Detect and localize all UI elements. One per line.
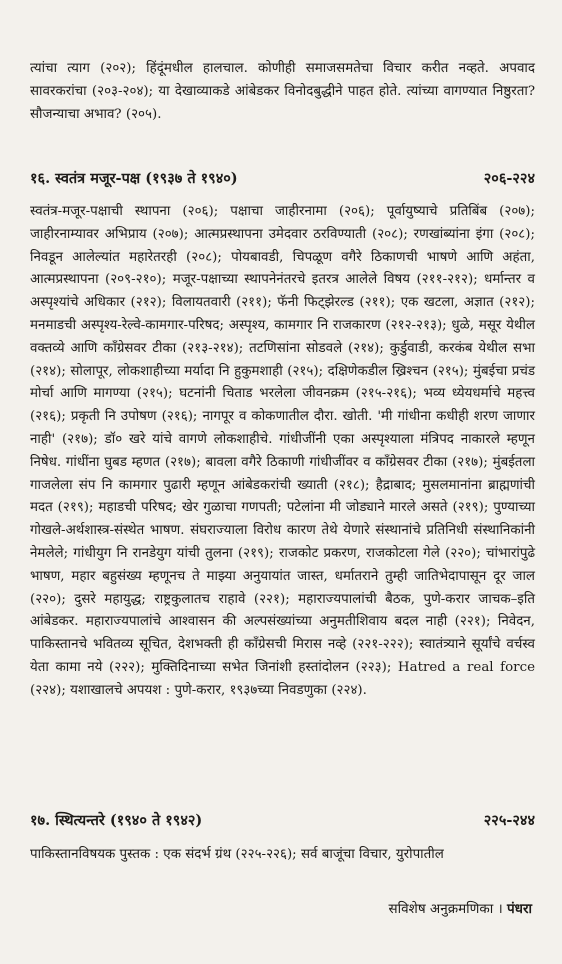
- footer-label: सविशेष अनुक्रमणिका ।: [388, 901, 507, 917]
- intro-paragraph: त्यांचा त्याग (२०२); हिंदूंमधील हालचाल. कोणीही समाजसमतेचा विचार करीत नव्हते. अपवाद सावरकरांचा (२०३-२०४); या देखाव्याकडे आंबेडकर विनोदबुद्धीने पाहत होते. त्यांच्या वागण्यात निष्ठुरता? सौजन्याचा अभाव? (२०५).: [30, 61, 535, 122]
- page-footer: [389, 899, 532, 917]
- chapter-16-body: स्वतंत्र-मजूर-पक्षाची स्थापना (२०६); पक्षाचा जाहीरनामा (२०६); पूर्वायुष्याचे प्रतिबिंब (२०७); जाहीरनाम्यावर अभिप्राय (२०७); आत्मप्रस्थापना उमेदवार ठरविण्याती (२०८); रणखांब्यांना इंगा (२०८); निवडून आलेल्यांत महारेतरही (२०८); पोयबावडी, चिपळूण वगैरे ठिकाणची भाषणे आणि अहंता, आत्मप्रस्थापना (२०९-२१०); मजूर-पक्षाच्या स्थापनेनंतरचे इतरत्र आलेले विषय (२११-२१२); धर्मान्तर व अस्पृश्यांचे अधिकार (२१२); विलायतवारी (२११); फॅनी फिट्झेरल्ड (२११); एक खटला, अज्ञात (२१२); मनमाडची अस्पृश्य-रेल्वे-कामगार-परिषद; अस्पृश्य, कामगार नि राजकारण (२१२-२१३); धुळे, मसूर येथील वक्तव्ये आणि कॉंग्रेसवर टीका (२१३-२१४); तटणिसांना सोडवले (२१४); कुर्डुवाडी, करकंब येथील सभा (२१४); सोलापूर, लोकशाहीच्या मर्यादा नि हुकुमशाही (२१५); दक्षिणेकडील ख्रिश्चन (२१५); मुंबईचा प्रचंड मोर्चा आणि मागण्या (२१५); घटनांनी चिताड भरलेला जीवनक्रम (२१५-२१६); भव्य ध्येयधर्माचे महत्त्व (२१६); प्रकृती नि उपोषण (२१६); नागपूर व कोकणातील दौरा. खोती. 'मी गांधीना कधीही शरण जाणार नाही' (२१७); डॉ० खरे यांचे वागणे लोकशाहीचे. गांधीजींनी एका अस्पृश्याला मंत्रिपद नाकारले म्हणून निषेध. गांधींना घुबड म्हणत (२१७); बावला वगैरे ठिकाणी गांधीजींवर व कॉंग्रेसवर टीका (२१७); मुंबईतला गाजलेला संप नि कामगार पुढारी म्हणून आंबेडकरांची ख्याती (२१८); हैद्राबाद; मुसलमानांना ब्राह्मणांची मदत (२१९); महाडची परिषद; खेर गुळाचा गणपती; पटेलांना मी जोड्याने मारले असते (२१९); पुण्याच्या गोखले-अर्थशास्त्र-संस्थेत भाषण. संघराज्याला विरोध कारण तेथे येणारे संस्थानांचे प्रतिनिधी संस्थानिकांनी नेमलेले; गांधीयुग नि रानडेयुग यांची तुलना (२१९); राजकोट प्रकरण, राजकोटला गेले (२२०); चांभारांपुढे भाषण, महार बहुसंख्य म्हणूनच ते माझ्या अनुयायांत जास्त, धर्मातराने तुम्ही जातिभेदापासून दूर जाल (२२०); दुसरे महायुद्ध; राष्ट्रकुलातच राहावे (२२१); महाराज्यपालांची बैठक, पुणे-करार जाचक–इति आंबेडकर. महाराज्यपालांचे आश्वासन की अल्पसंख्यांच्या अनुमतीशिवाय बदल नाही (२२१); निवेदन, पाकिस्तानचे भवितव्य सूचित, देशभक्ती ही कॉंग्रेसची मिरास नव्हे (२२१-२२२); स्वातंत्र्याने सूर्यांचे वर्चस्व येता कामा नये (२२२); मुक्तिदिनाच्या सभेत जिनांशी हस्तांदोलन (२२३); Hatred a real force (२२४); यशाखालचे अपयश : पुणे-करार, १९३७च्या निवडणुका (२२४).: [30, 204, 535, 698]
- chapter-17-pages: २२५-२४४: [483, 812, 535, 829]
- chapter-17-heading: [30, 810, 535, 830]
- page-number: पंधरा: [507, 901, 532, 917]
- chapter-17-body: पाकिस्तानविषयक पुस्तक : एक संदर्भ ग्रंथ (२२५-२२६); सर्व बाजूंचा विचार, युरोपातील: [30, 847, 444, 862]
- chapter-16-heading: [30, 168, 535, 188]
- chapter-16-title: १६. स्वतंत्र मजूर-पक्ष (१९३७ ते १९४०): [30, 170, 238, 187]
- chapter-16-pages: २०६-२२४: [483, 170, 535, 187]
- chapter-17-title: १७. स्थित्यन्तरे (१९४० ते १९४२): [30, 812, 203, 829]
